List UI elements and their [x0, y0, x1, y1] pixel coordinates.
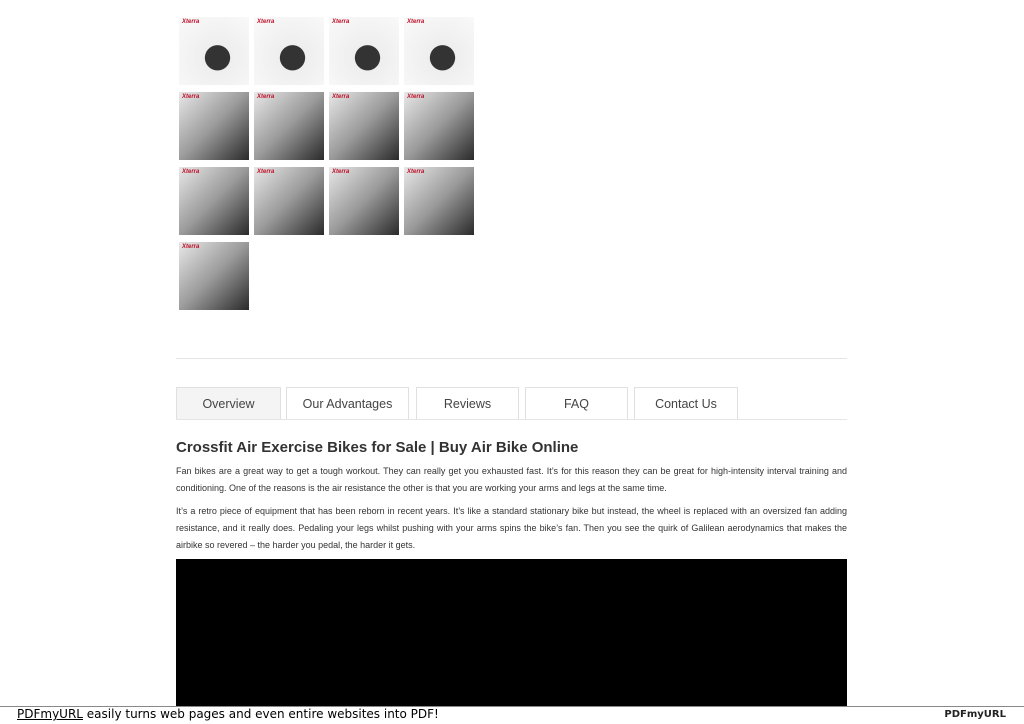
paragraph: It’s a retro piece of equipment that has been reborn in recent years. It’s like a standard stationary bike but instead, the wheel is replaced with an oversized fan adding resistance, and it really does. Pedaling your legs whilst pushing with your arms spins the bike’s fan. Then you see the quirk of Galilean aerodynamics that makes the airbike so revered – the harder you pedal, the harder it gets.: [176, 506, 847, 550]
tab-faq[interactable]: FAQ: [525, 387, 628, 419]
product-thumbnail[interactable]: [179, 167, 249, 235]
tab-our-advantages[interactable]: Our Advantages: [286, 387, 409, 419]
brand-logo: Xterra: [182, 169, 200, 175]
product-thumbnail[interactable]: [329, 17, 399, 85]
footer-text: easily turns web pages and even entire websites into PDF!: [82, 707, 439, 721]
brand-logo: Xterra: [407, 19, 425, 25]
product-thumbnail[interactable]: [404, 17, 474, 85]
product-thumbnail[interactable]: [179, 92, 249, 160]
tab-contact-us[interactable]: Contact Us: [634, 387, 738, 419]
section-title: Crossfit Air Exercise Bikes for Sale | Buy Air Bike Online: [176, 439, 579, 456]
brand-logo: Xterra: [332, 19, 350, 25]
product-thumbnail[interactable]: [179, 242, 249, 310]
product-thumbnail[interactable]: [254, 17, 324, 85]
pdfmyurl-footer: [0, 706, 1024, 724]
tabs-underline: [176, 419, 847, 420]
brand-logo: Xterra: [257, 19, 275, 25]
brand-logo: Xterra: [332, 94, 350, 100]
brand-logo: Xterra: [182, 19, 200, 25]
brand-logo: Xterra: [182, 94, 200, 100]
product-thumbnail[interactable]: [254, 167, 324, 235]
brand-logo: Xterra: [332, 169, 350, 175]
pdfmyurl-link[interactable]: PDFmyURL: [17, 707, 83, 721]
product-thumbnail[interactable]: [404, 92, 474, 160]
divider: [176, 358, 847, 359]
product-thumbnail[interactable]: [329, 92, 399, 160]
product-thumbnail[interactable]: [179, 17, 249, 85]
brand-logo: Xterra: [257, 169, 275, 175]
brand-logo: Xterra: [407, 169, 425, 175]
product-thumbnail[interactable]: [404, 167, 474, 235]
brand-logo: Xterra: [407, 94, 425, 100]
product-thumbnail[interactable]: [329, 167, 399, 235]
pdfmyurl-logo: PDFmyURL: [944, 709, 1006, 720]
tab-overview[interactable]: Overview: [176, 387, 281, 419]
product-thumbnail[interactable]: [254, 92, 324, 160]
paragraph: Fan bikes are a great way to get a tough workout. They can really get you exhausted fast. It’s for this reason they can be great for high-intensity interval training and conditioning. One of the reasons is the air resistance the other is that you are working your arms and legs at the same time.: [176, 466, 847, 493]
video-player[interactable]: [176, 559, 847, 707]
brand-logo: Xterra: [182, 244, 200, 250]
brand-logo: Xterra: [257, 94, 275, 100]
tab-reviews[interactable]: Reviews: [416, 387, 519, 419]
